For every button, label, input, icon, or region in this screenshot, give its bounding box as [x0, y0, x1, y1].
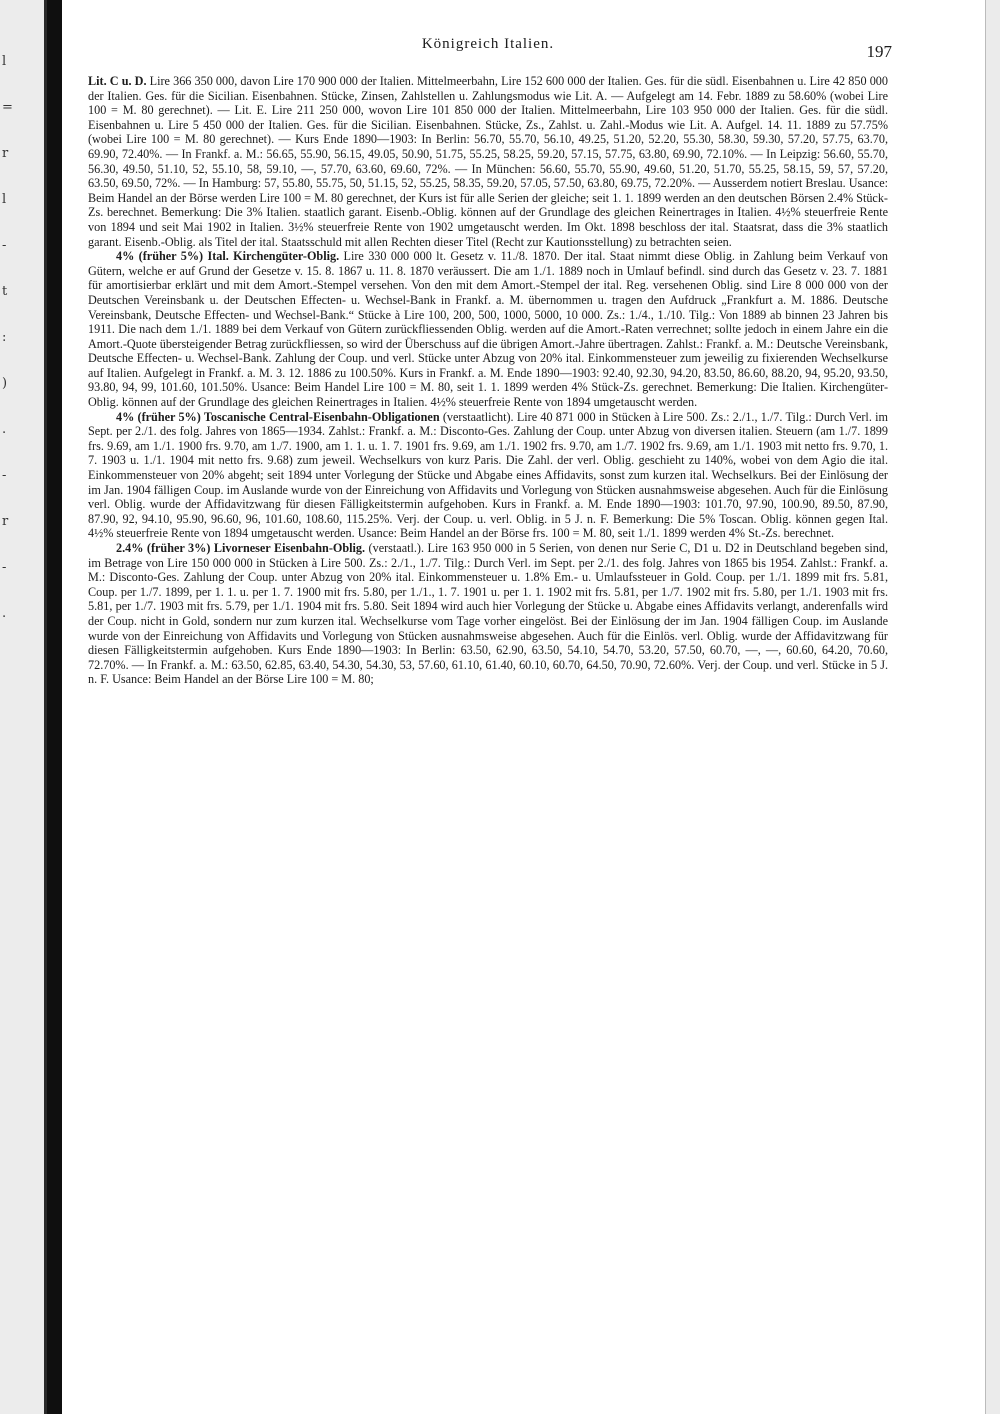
- paragraph-body: (verstaatlicht). Lire 40 871 000 in Stücken à Lire 500. Zs.: 2./1., 1./7. Tilg.: Durch Verl. im Sept. per 2./1. des folg. Jahres von 1865—1934. Zahlst.: Frankf. a. M.: Disconto-Ges. Zahlung der Coup. unter Abzug von diversen italien. Steuern (am 1./7. 1899 frs. 9.69, am 1./1. 1900 frs. 9.70, am 1./7. 1900, am 1. 1. u. 1. 7. 1901 frs. 9.69, am 1./1. 1902 frs. 9.70, am 1./7. 1902 frs. 9.69, am 1./1. 1903 mit netto frs. 9.70, 1. 7. 1903 u. 1./1. 1904 mit netto frs. 9.68) zum jeweil. Wechselkurs von kurz Paris. Die Zahl. der verl. Oblig. geschieht zu 140%, wobei von dem Agio die ital. Einkommensteuer von 20% abgeht; seit 1894 unter Vorlegung der Stücke und Abgabe eines Affidavits, sonst zum kurzen ital. Wechselkurs. Bei der Einlösung der im Jan. 1904 fälligen Coup. im Auslande wurde von der Einreichung von Affidavits und Vorlegung von Stücken ausnahmsweise abgesehen. Auch für die Einlösung verl. Oblig. wurde der Affidavitzwang für diesen Fälligkeitstermin aufgehoben. Kurs in Frankf. a. M. Ende 1890—1903: 101.70, 97.90, 100.90, 89.50, 87.90, 87.90, 92, 94.10, 95.90, 96.60, 96, 101.60, 108.60, 115.25%. Verj. der Coup. u. verl. Oblig. in 5 J. n. F. Bemerkung: Die 5% Toscan. Oblig. können gegen Ital. 4½% steuerfreie Rente von 1894 umgetauscht werden. Usance: Beim Handel an der Börse frs. 100 = M. 80, seit 1./1. 1899 werden 4% St.-Zs. berechnet.: [88, 409, 888, 541]
- paragraph-body: Lire 366 350 000, davon Lire 170 900 000 der Italien. Mittelmeerbahn, Lire 152 600 000 der Italien. Ges. für die südl. Eisenbahnen u. Lire 42 850 000 der Italien. Ges. für die Sicilian. Eisenbahnen. Stücke, Zinsen, Zahlstellen u. Zahlungsmodus wie Lit. A. — Aufgelegt am 14. Febr. 1889 zu 58.60% (wobei Lire 100 = M. 80 gerechnet). — Lit. E. Lire 211 250 000, wovon Lire 101 850 000 der Italien. Mittelmeerbahn, Lire 103 950 000 der Italien. Ges. für die südl. Eisenbahnen u. Lire 5 450 000 der Italien. Ges. für die Sicilian. Eisenbahnen. Stücke, Zs., Zahlst. u. Zahl.-Modus wie Lit. A. Aufgel. 14. 11. 1889 zu 57.75% (wobei Lire 100 = M. 80 gerechnet). — Kurs Ende 1890—1903: In Berlin: 56.70, 55.70, 56.10, 49.25, 51.20, 52.20, 55.30, 58.30, 59.30, 57.20, 57.75, 63.70, 69.90, 72.40%. — In Frankf. a. M.: 56.65, 55.90, 56.15, 49.05, 50.90, 51.75, 55.25, 58.25, 59.20, 57.15, 57.75, 63.80, 69.90, 72.10%. — In Leipzig: 56.60, 55.70, 56.30, 49.50, 51.10, 52, 55.10, 58, 59.10, —, 57.70, 63.60, 69.60, 72%. — In München: 56.60, 55.70, 55.90, 49.60, 51.20, 51.70, 55.25, 58.15, 59, 57, 57.20, 63.50, 69.50, 72%. — In Hamburg: 57, 55.80, 55.75, 50, 51.15, 52, 55.25, 58.35, 59.20, 57.05, 57.50, 63.80, 69.75, 72.20%. — Ausserdem notiert Breslau. Usance: Beim Handel an der Börse werden Lire 100 = M. 80 gerechnet, der Kurs ist für alle Serien der gleiche; seit 1. 1. 1899 werden an den deutschen Börsen 2.4% Stück-Zs. berechnet. Bemerkung: Die 3% Italien. staatlich garant. Eisenb.-Oblig. können auf der Grundlage des gleichen Reinertrages in Italien. 4½% steuerfreie Rente von 1894 und seit Mai 1902 in Italien. 3½% steuerfreie Rente von 1902 umgetauscht werden. Im Okt. 1898 beschloss der ital. Staatsrat, dass die 3% staatlich garant. Eisenb.-Oblig. als Titel der ital. Staatsschuld mit allen Rechten dieser Titel (Recht zur Kautionsstellung) zu betrachten seien.: [88, 74, 888, 249]
- margin-char: .: [2, 422, 7, 437]
- paragraph-body: Lire 330 000 000 lt. Gesetz v. 11./8. 1870. Der ital. Staat nimmt diese Oblig. in Zahlung beim Verkauf von Gütern, welche er auf Grund der Gesetze v. 15. 8. 1867 u. 11. 8. 1870 veräussert. Die am 1./1. 1889 noch in Umlauf befindl. sind durch das Gesetz v. 23. 7. 1881 für amortisierbar erklärt und mit dem Amort.-Stempel versehen. Von den mit dem Amort.-Stempel der ital. Reg. versehenen Oblig. sind Lire 8 000 000 von der Deutschen Vereinsbank u. der Deutschen Effecten- u. Wechsel-Bank in Frankf. a. M. übernommen u. tragen den Aufdruck „Frankfurt a. M. 1886. Deutsche Vereinsbank, Deutsche Effecten- und Wechsel-Bank.“ Stücke à Lire 100, 200, 500, 1000, 5000, 10 000. Zs.: 1./4., 1./10. Tilg.: Von 1889 ab binnen 23 Jahren bis 1911. Die nach dem 1./1. 1889 bei dem Verkauf von Gütern zurückfliessenden Oblig. werden auf die Amort.-Raten verrechnet; sollte jedoch in einem Jahre ein die Amort.-Quote übersteigender Betrag zurückfliessen, so wird der Überschuss auf die übrigen Amort.-Jahre übertragen. Zahlst.: Frankf. a. M.: Deutsche Vereinsbank, Deutsche Effecten- u. Wechsel-Bank. Zahlung der Coup. und verl. Stücke unter Abzug von 20% ital. Einkommensteuer zum jeweilig zu fixierenden Wechselkurse auf Italien. Aufgelegt in Frankf. a. M. 3. 12. 1886 zu 100.50%. Kurs in Frankf. a. M. Ende 1890—1903: 92.40, 92.30, 94.20, 83.50, 86.60, 88.20, 94, 95.20, 93.50, 93.80, 94, 99, 101.60, 101.50%. Usance: Beim Handel Lire 100 = M. 80, seit 1. 1. 1899 werden 4% Stück-Zs. gerechnet. Bemerkung: Die Italien. Kirchengüter-Oblig. können auf der Grundlage des gleichen Reinertrages in Italien. 4½% steuerfreie Rente von 1894 umgetauscht werden.: [88, 249, 888, 410]
- running-title: Königreich Italien.: [421, 36, 555, 52]
- adjacent-page-margin: [2, 55, 16, 653]
- margin-char: -: [2, 468, 7, 483]
- section-heading: 2.4% (früher 3%) Livorneser Eisenbahn-Oblig.: [116, 541, 366, 555]
- margin-char: ): [2, 376, 8, 391]
- page-edge-right: [985, 0, 1000, 1414]
- section-heading: 4% (früher 5%) Ital. Kirchengüter-Oblig.: [116, 249, 340, 264]
- page-number: 197: [866, 42, 892, 61]
- margin-char: :: [2, 330, 7, 345]
- running-head: [88, 30, 892, 66]
- paragraph-kirchengueter: [88, 249, 888, 410]
- section-heading: 4% (früher 5%) Toscanische Central-Eisenbahn-Obligationen: [116, 409, 440, 424]
- paragraph-livorneser: [88, 541, 888, 687]
- margin-char: t: [2, 284, 8, 299]
- binding-shadow: [47, 0, 62, 1414]
- margin-char: l: [2, 192, 7, 207]
- paragraph-toscanische: [88, 410, 888, 541]
- margin-char: -: [2, 560, 7, 575]
- document-page: [88, 30, 892, 687]
- margin-char: =: [2, 100, 13, 115]
- margin-char: -: [2, 238, 7, 253]
- margin-char: l: [2, 54, 7, 69]
- margin-char: r: [2, 514, 9, 529]
- paragraph-lit-c-d: [88, 74, 888, 249]
- margin-char: .: [2, 606, 7, 621]
- paragraph-body: (verstaatl.). Lire 163 950 000 in 5 Serien, von denen nur Serie C, D1 u. D2 in Deutschland begeben sind, im Betrage von Lire 150 000 000 in Stücken à Lire 500. Zs.: 2./1., 1./7. Tilg.: Durch Verl. im Sept. per 2./1. des folg. Jahres von 1865 bis 1954. Zahlst.: Frankf. a. M.: Disconto-Ges. Zahlung der Coup. unter Abzug von 20% ital. Einkommensteuer u. 1.8% Em.- u. Umlaufssteuer in Gold. Coup. per 1./1. 1899 mit frs. 5.81, Coup. per 1./7. 1899, per 1. 1. u. per 1. 7. 1900 mit frs. 5.80, per 1./1., 1. 7. 1901 u. per 1. 1. 1902 mit frs. 5.81, per 1./7. 1902 mit frs. 5.80, per 1./1. 1903 mit frs. 5.81, per 1./7. 1903 mit frs. 5.79, per 1./1. 1904 mit frs. 5.80. Seit 1894 wird auch hier Vorlegung der Stücke u. Abgabe eines Affidavits verlangt, anderenfalls wird der Coup. nicht in Gold, sondern nur zum kurzen ital. Wechselkurse vom Tage vorher eingelöst. Bei der Einlösung der im Jan. 1904 fälligen Coup. im Auslande wurde von der Einreichung von Affidavits und Vorlegung von Stücken ausnahmsweise abgesehen. Auch für die Einlös. verl. Oblig. wurde der Affidavitzwang für diesen Fälligkeitstermin aufgehoben. Kurs Ende 1890—1903: In Berlin: 63.50, 62.90, 63.50, 54.10, 54.70, 53.20, 57.50, 60.70, —, —, 60.60, 64.20, 70.60, 72.70%. — In Frankf. a. M.: 63.50, 62.85, 63.40, 54.30, 54.30, 53, 57.60, 61.10, 61.40, 60.10, 60.70, 64.50, 70.90, 72.60%. Verj. der Coup. und verl. Stücke in 5 J. n. F. Usance: Beim Handel an der Börse Lire 100 = M. 80;: [88, 541, 888, 687]
- margin-char: r: [2, 146, 9, 161]
- body-text: [88, 74, 888, 687]
- section-heading: Lit. C u. D.: [88, 74, 147, 88]
